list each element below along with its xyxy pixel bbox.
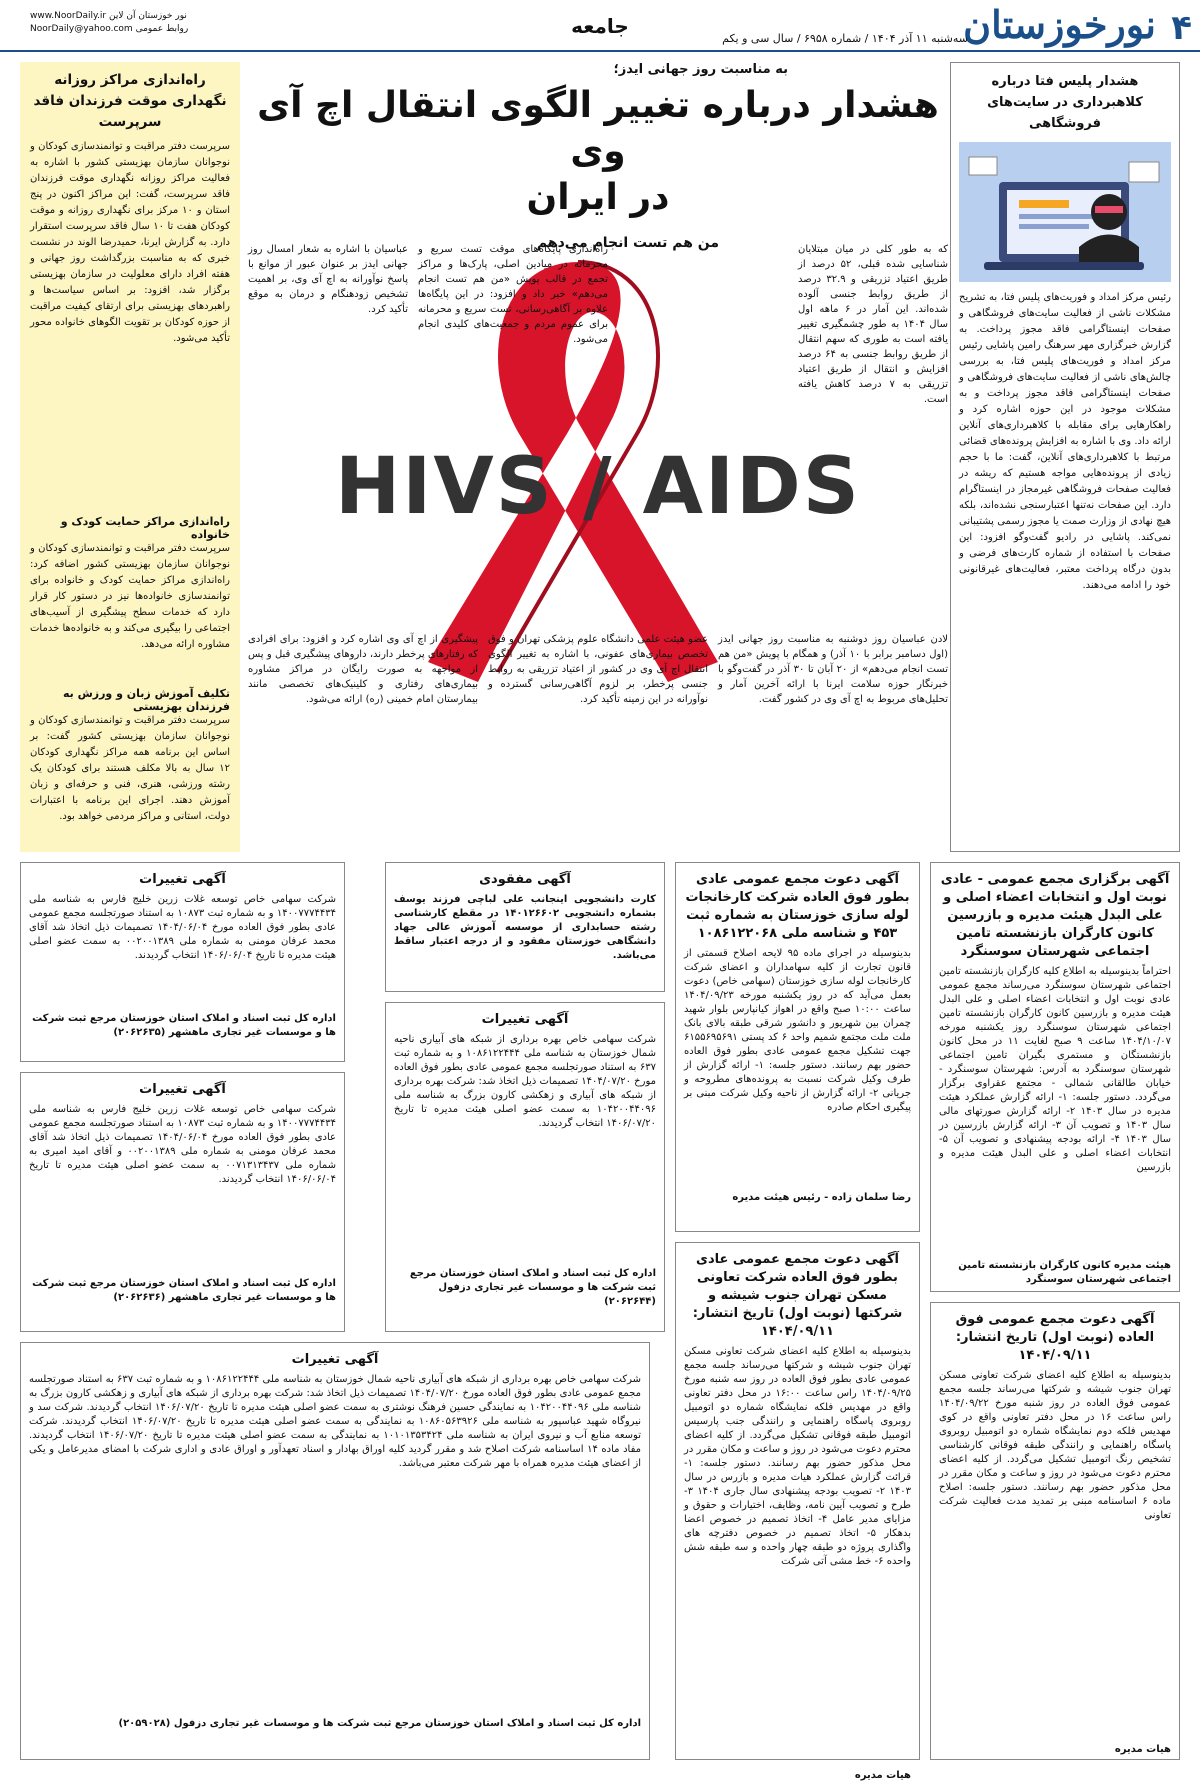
ad-box xyxy=(20,862,345,1062)
image-caption-text: HIVS / AIDS xyxy=(335,442,861,532)
ad-box xyxy=(20,1342,650,1760)
ad-signature: هیئت مدیره کانون کارگران بازنشسته تامین اجتماعی شهرستان سوسنگرد xyxy=(958,1260,1171,1285)
main-article xyxy=(248,62,948,852)
web-url[interactable]: www.NoorDaily.ir xyxy=(30,11,107,21)
ad-body: شرکت سهامی خاص توسعه غلات زرین خلیج فارس به شناسه ملی ۱۴۰۰۷۷۷۴۴۳۴ و به شماره ثبت ۱۰۸۷۳ به استناد صورتجلسه مجمع عمومی عادی بطور فوق العاده مورخ ۱۴۰۴/۰۶/۰۴ تصمیمات ذیل اتخاذ شد آقای محمد عرفان مومنی به شماره ملی ۰۰۲۰۰۱۳۸۹ و آقای امید امیری به شماره ملی ۰۰۷۱۳۱۳۴۳۷ به سمت عضو اصلی هیئت مدیره تا تاریخ ۱۴۰۶/۰۶/۰۴ انتخاب گردیدند. xyxy=(29,1104,337,1185)
ad-body: بدینوسیله در اجرای ماده ۹۵ لایحه اصلاح قسمتی از قانون تجارت از کلیه سهامداران و اعضای شرکت کارخانجات لوله سازی خوزستان (سهامی خاص) دعوت بعمل می‌آید که در روز یکشنبه مورخه ۱۴۰۴/۰۹/۲۳ ساعت ۱۰:۰۰ صبح واقع در اهواز کیانپارس بلوار شهید چمران بین شهریور و دانشور شرقی طبقه بالای بانک ملت ملت مجتمع شمیم واحد ۶ کد پستی ۶۱۵۵۶۹۵۶۹۱ جهت تشکیل مجمع عمومی عادی بطور فوق العاده حضور بهم رسانند. دستور جلسه: ۱- ارائه گزارش از طرف وکیل شرکت نسبت به پرونده‌های مطروحه و جریانی ۲- ارائه گزارش از ناحیه وکیل شرکت مبنی بر پیگیری احکام صادره xyxy=(684,948,912,1113)
ad-box xyxy=(385,862,665,992)
ad-title: آگهی برگزاری مجمع عمومی - عادی نوبت اول و انتخابات اعضاء اصلی و علی البدل هیئت مدیره و بازرسین کانون کارگران بازنشسته تامین اجتماعی شهرستان سوسنگرد xyxy=(940,872,1170,959)
left-sidebar-body-2: سرپرست دفتر مراقبت و توانمندسازی کودکان و نوجوانان سازمان بهزیستی کشور اضافه کرد: راه‌اندازی مراکز حمایت کودک و خانواده برای توانمندسازی خانواده‌ها نیز در دستور کار قرار دارد که خدمات سطح پیشگیری از آسیب‌های اجتماعی را بیگیری می‌کند و به خانواده‌ها خدمات مشاوره ارائه می‌دهد. xyxy=(30,543,230,650)
article-subhead: من هم تست انجام می‌دهم xyxy=(536,235,720,251)
right-sidebar-body: رئیس مرکز امداد و فوریت‌های پلیس فتا، به تشریح مشکلات ناشی از فعالیت سایت‌های فروشگاهی و صفحات اینستاگرامی فاقد مجوز پرداخت. به گزارش خبرگزاری مهر سرهنگ رامین پاشایی رئیس مرکز امداد و فوریت‌های پلیس فتا، به بررسی چالش‌های ناشی از فعالیت سایت‌های فروشگاهی و صفحات اینستاگرامی فاقد مجوز پرداخت و به مشکلات موجود در این حوزه اشاره کرد و راهکارهایی برای مقابله با کلاهبرداری‌های آنلاین ارائه داد. وی با اشاره به افزایش پرونده‌های قضائی مرتبط با کلاهبرداری‌های آنلاین، گفت: ما با حجم زیادی از پرونده‌هایی مواجه هستیم که ریشه در فعالیت صفحات فروشگاهی غیرمجاز در اینستاگرام دارد. این صفحات نه‌تنها اعتبارسنجی نشده‌اند، بلکه هیچ نهادی از وزارت صمت یا مجوز رسمی پشتیبانی نمی‌کند. پاشایی در رادیو گفت‌وگو افزود: این صفحات با استفاده از شماره کارت‌های فرضی و بدون درگاه پرداخت معتبر، فعالیت‌های غیرقانونی خود را ادامه می‌دهند. xyxy=(959,292,1171,591)
ad-signature: اداره کل ثبت اسناد و املاک استان خوزستان مرجع ثبت شرکت ها و موسسات غیر تجاری دزفول (۲۰۶۲۶۴۴) xyxy=(409,1268,656,1307)
ad-body: بدینوسیله به اطلاع کلیه اعضای شرکت تعاونی مسکن تهران جنوب شیشه و شرکتها می‌رساند جلسه مجمع عمومی فوق العاده در روز شنبه مورخ ۱۴۰۴/۰۹/۲۲ راس ساعت ۱۶ در محل دفتر تعاونی واقع در کوی مهدیس فلکه دوم نمایشگاه شماره دو اتومبیل روبروی پاسگاه راهنمایی و رانندگی طبقه فوقانی کارشناسی تشخیص رنگ اتومبیل تشکیل می‌گردد. از کلیه اعضای محترم دعوت می‌شود در روز و ساعت و مکان مقرر در محل مذکور حضور بهم رسانند. دستور جلسه: اصلاح ماده ۶ اساسنامه مبنی بر تمدید مدت فعالیت شرکت تعاونی xyxy=(939,1370,1171,1521)
left-sidebar-body-1: سرپرست دفتر مراقبت و توانمندسازی کودکان و نوجوانان سازمان بهزیستی کشور با اشاره به فعالیت مراکز روزانه نگهداری موقت فرزندان فاقد سرپرست، گفت: این مراکز اکنون در پنج استان و ۱۰ مرکز برای نگهداری روزانه و موقت کودکان هفت تا ۱۰ سال فاقد سرپرست استقرار دارد. به گزارش ایرنا، حمیدرضا الوند در نشست خبری که به مناسبت بزرگداشت روز جهانی و هفته افراد دارای معلولیت در سازمان بهزیستی برگزار شد، افزود: بر اساس سیاست‌ها و راهبردهای بهزیستی برای ارتقای کیفیت مراقبت از حوزه کودکان بر تقویت الگوهای خانواده محور تأکید می‌شود. xyxy=(30,141,230,344)
article-headline-2: در ایران xyxy=(526,177,670,218)
article-col-mid: راه‌اندازی پایگاه‌های موقت تست سریع و محرمانه در میادین اصلی، پارک‌ها و مراکز تجمع در قالب پویش «من هم تست انجام می‌دهم» خبر داد و افزود: در این پایگاه‌ها علاوه بر آگاهی‌رسانی، تست سریع و محرمانه برای عموم مردم و جمعیت‌های کلیدی انجام می‌شود. xyxy=(418,244,608,345)
newspaper-logo: نورخوزستان xyxy=(963,2,1156,47)
ad-title: آگهی دعوت مجمع عمومی عادی بطور فوق العاده شرکت تعاونی مسکن تهران جنوب شیشه و شرکتها (نوبت اول) تاریخ انتشار: ۱۴۰۴/۰۹/۱۱ xyxy=(692,1252,903,1339)
article-lower-col-3: لادن عباسیان روز دوشنبه به مناسبت روز جهانی ایدز (اول دسامبر برابر با ۱۰ آذر) و همگام با پویش «من هم تست انجام می‌دهم» از ۲۰ آبان تا ۳۰ آذر در گفت‌وگو با خبرنگار حوزه سلامت ایرنا با ارائه آخرین آمار و تحلیل‌های مربوط به اچ آی وی در کشور گفت. xyxy=(718,634,948,705)
left-sidebar-title: راه‌اندازی مراکز روزانه نگهداری موقت فرزندان فاقد سرپرست xyxy=(33,72,227,130)
hacker-laptop-icon xyxy=(959,142,1171,282)
ad-title: آگهی دعوت مجمع عمومی عادی بطور فوق العاده شرکت کارخانجات لوله سازی خوزستان به شماره ثبت ۴۵۳ و شناسه ملی ۱۰۸۶۱۲۲۰۶۸ xyxy=(685,872,910,941)
ad-box xyxy=(930,862,1180,1292)
article-headline-1: هشدار درباره تغییر الگوی انتقال اچ آی وی xyxy=(257,85,939,172)
email-address[interactable]: NoorDaily@yahoo.com xyxy=(30,24,133,34)
ad-signature: هیات مدیره xyxy=(1114,1744,1171,1755)
article-col-right: که به طور کلی در میان مبتلایان شناسایی شده قبلی، ۵۲ درصد از طریق اعتیاد تزریقی و ۳۲.۹ درصد از طریق روابط جنسی آلوده شده‌اند. این آمار در ۶ ماهه اول سال ۱۴۰۴ به طور چشمگیری تغییر یافته است به طوری که سهم انتقال از طریق روابط جنسی به ۶۴ درصد افزایش و انتقال از طریق اعتیاد تزریقی به ۷ درصد کاهش یافته است. xyxy=(798,244,949,405)
ad-body: شرکت سهامی خاص توسعه غلات زرین خلیج فارس به شناسه ملی ۱۴۰۰۷۷۷۴۴۳۴ و به شماره ثبت ۱۰۸۷۳ به استناد صورتجلسه مجمع عمومی عادی بطور فوق العاده مورخ ۱۴۰۴/۰۶/۰۴ تصمیمات ذیل اتخاذ شد آقای محمد عرفان مومنی به شماره ملی ۰۰۲۰۰۱۳۸۹ به سمت عضو اصلی هیئت مدیره تا تاریخ ۱۴۰۶/۰۶/۰۴ انتخاب گردیدند. xyxy=(29,894,336,961)
ad-title: آگهی مفقودی xyxy=(479,872,571,887)
article-lower-col-2: عضو هیئت علمی دانشگاه علوم پزشکی تهران و فوق تخصص بیماری‌های عفونی، با اشاره به تغییر الگوی انتقال اچ آی وی در کشور از اعتیاد تزریقی به روابط جنسی پرخطر، بر لزوم آگاهی‌رسانی گسترده و نوآورانه در این زمینه تأکید کرد. xyxy=(488,634,708,705)
left-sidebar-subhead-2: تکلیف آموزش زبان و ورزش به فرزندان بهزیستی xyxy=(62,687,230,713)
left-sidebar-article xyxy=(20,62,240,852)
ad-signature: اداره کل ثبت اسناد و املاک استان خوزستان مرجع ثبت شرکت ها و موسسات غیر تجاری ماهشهر (۲۰۶۲۶۳۵) xyxy=(32,1013,336,1038)
ad-box xyxy=(675,862,920,1232)
right-sidebar-title: هشدار پلیس فتا درباره کلاهبرداری در سایت‌های فروشگاهی xyxy=(987,74,1143,131)
ad-box xyxy=(930,1302,1180,1760)
ad-signature: اداره کل ثبت اسناد و املاک استان خوزستان مرجع ثبت شرکت ها و موسسات غیر تجاری ماهشهر (۲۰۶۲۶۳۶) xyxy=(32,1278,336,1303)
right-sidebar-article xyxy=(950,62,1180,852)
web-info xyxy=(30,10,230,36)
article-col-left: عباسیان با اشاره به شعار امسال روز جهانی ایدز بر عنوان عبور از موانع با پاسخ نوآورانه به اچ آی وی، بر اهمیت تشخیص زودهنگام و درمان به موقع تأکید کرد. xyxy=(248,244,408,315)
ad-box xyxy=(675,1242,920,1781)
ad-body: بدینوسیله به اطلاع کلیه اعضای شرکت تعاونی مسکن تهران جنوب شیشه و شرکتها می‌رساند جلسه مجمع عمومی عادی بطور فوق العاده در روز سه شنبه مورخ ۱۴۰۴/۰۹/۲۵ راس ساعت ۱۶:۰۰ در محل دفتر تعاونی واقع در مهدیس فلکه نمایشگاه شماره دو اتومبیل روبروی پاسگاه راهنمایی و رانندگی جنب پارسیس اتومبیل طبقه فوقانی تشکیل می‌گردد. از کلیه اعضای محترم دعوت می‌شود در روز و ساعت و مکان مقرر در محل مذکور حضور بهم رسانند. دستور جلسه: ۱- قرائت گزارش عملکرد هیات مدیره و بازرس در سال ۱۴۰۳ ۲- تصویب بودجه پیشنهادی سال جاری ۱۴۰۴ ۳- طرح و تصویب آیین نامه، وظایف، اختیارات و حقوق و مزایای مدیر عامل ۴- اتخاذ تصمیم در خصوص اعضا بدهکار ۵- اتخاذ تصمیم در خصوص دفترچه های واگذاری پروژه دو طبقه چهار واحده و سه طبقه شش واحده ۶- خط مشی آتی شرکت xyxy=(684,1346,911,1567)
phishing-illustration xyxy=(959,142,1171,282)
ad-title: آگهی دعوت مجمع عمومی فوق العاده (نوبت اول) تاریخ انتشار: ۱۴۰۴/۰۹/۱۱ xyxy=(955,1312,1155,1363)
section-title: جامعه xyxy=(571,14,629,38)
ad-box xyxy=(385,1002,665,1332)
ad-body: کارت دانشجویی اینجانب علی لباچی فرزند یوسف بشماره دانشجویی ۱۴۰۱۲۶۶۰۲ در مقطع کارشناسی رشته حسابداری از موسسه آموزش عالی جهاد دانشگاهی خوزستان مفقود و از درجه اعتبار ساقط می‌باشد. xyxy=(394,894,656,961)
page-number: ۴ xyxy=(1171,8,1192,48)
ad-signature: رضا سلمان زاده - رئیس هیئت مدیره xyxy=(732,1192,911,1203)
ad-body: شرکت سهامی خاص بهره برداری از شبکه های آبیاری ناحیه شمال خوزستان به شناسه ملی ۱۰۸۶۱۲۲۴۴۴ و به شماره ثبت ۶۳۷ به استناد صورتجلسه مجمع عمومی عادی بطور فوق العاده مورخ ۱۴۰۴/۰۷/۲۰ تصمیمات ذیل اتخاذ شد: شرکت بهره برداری از شبکه های آبیاری و زهکشی کارون بزرگ به شناسه ملی ۱۰۴۲۰۰۴۴۰۹۶ به نمایندگی حسین فرهنگ نوشتری به سمت عضو اصلی هیئت مدیره تا تاریخ ۱۴۰۶/۰۷/۲۰ انتخاب گردیدند. شرکت سد و نیروگاه شهید عباسپور به شناسه ملی ۱۰۸۶۰۵۶۳۹۲۶ به نمایندگی به سمت عضو اصلی هیئت مدیره تا تاریخ ۱۴۰۶/۰۷/۲۰ انتخاب گردیدند. شرکت توسعه منابع آب و نیروی ایران به شناسه ملی ۱۰۱۰۱۳۵۳۴۲۴ به نمایندگی به سمت عضو اصلی هیئت مدیره تا تاریخ ۱۴۰۶/۰۷/۲۰ انتخاب گردیدند. مفاد ماده ۱۴ اساسنامه شرکت اصلاح شد و مقرر گردید کلیه اوراق بهادار و اسناد تعهدآور و اوراق عادی و اداری شرکت با امضای مدیرعامل و یکی از اعضای هیئت مدیره همراه با مهر شرکت معتبر می‌باشد. xyxy=(29,1374,642,1469)
left-sidebar-subhead-1: راه‌اندازی مراکز حمایت کودک و خانواده xyxy=(60,515,230,541)
ad-title: آگهی تغییرات xyxy=(139,1082,226,1097)
ad-body: شرکت سهامی خاص بهره برداری از شبکه های آبیاری ناحیه شمال خوزستان به شناسه ملی ۱۰۸۶۱۲۲۴۴۴ و به شماره ثبت ۶۳۷ به استناد صورتجلسه مجمع عمومی عادی بطور فوق العاده مورخ ۱۴۰۴/۰۷/۲۰ تصمیمات ذیل اتخاذ شد: شرکت بهره برداری از شبکه های آبیاری و زهکشی کارون بزرگ به شناسه ملی ۱۰۴۲۰۰۴۴۰۹۶ به سمت عضو اصلی هیئت مدیره تا تاریخ ۱۴۰۶/۰۷/۲۰ انتخاب گردیدند. xyxy=(394,1034,656,1129)
article-kicker: به مناسبت روز جهانی ایدز؛ xyxy=(613,62,788,77)
ad-title: آگهی تغییرات xyxy=(481,1012,569,1027)
left-sidebar-body-3: سرپرست دفتر مراقبت و توانمندسازی کودکان و نوجوانان سازمان بهزیستی کشور گفت: بر اساس این برنامه همه مراکز نگهداری کودکان ۱۲ سال به بالا مکلف هستند برای کودکان یک رشته ورزشی، هنری، فنی و حرفه‌ای و زبان آموزش دهند. اجرای این برنامه با اعتبارات دولت، استانی و مراکز مردمی خواهد بود. xyxy=(30,715,230,822)
article-lower-col-1: پیشگیری از اچ آی وی اشاره کرد و افزود: برای افرادی که رفتارهای پرخطر دارند، داروهای پیشگیری قبل و پس از مواجهه به صورت رایگان در مراکز مشاوره بیماری‌های رفتاری و کلینیک‌های تخصصی مانند بیمارستان امام خمینی (ره) ارائه می‌شود. xyxy=(248,634,478,705)
dateline: سه‌شنبه ۱۱ آذر ۱۴۰۴ / شماره ۶۹۵۸ / سال سی و یکم xyxy=(722,32,968,45)
ad-signature: اداره کل ثبت اسناد و املاک استان خوزستان مرجع ثبت شرکت ها و موسسات غیر تجاری دزفول (۲۰۵۹۰۲۸) xyxy=(118,1718,641,1729)
ad-title: آگهی تغییرات xyxy=(291,1352,379,1367)
page-header xyxy=(0,0,1200,52)
ad-title: آگهی تغییرات xyxy=(139,872,226,887)
ad-box xyxy=(20,1072,345,1332)
email-label: روابط عمومی xyxy=(135,24,189,34)
web-url-label: نور خوزستان آن لاین xyxy=(109,11,187,21)
ad-body: احتراماً بدینوسیله به اطلاع کلیه کارگران بازنشسته تامین اجتماعی شهرستان سوسنگرد می‌رساند مجمع عمومی عادی نوبت اول و انتخابات اعضاء اصلی و علی البدل هیئت مدیره و بازرسین کانون کارگران بازنشسته تامین اجتماعی شهرستان سوسنگرد روز یکشنبه مورخه ۱۴۰۴/۱۰/۰۷ ساعت ۹ صبح لغایت ۱۱ در محل کانون بازنشستگان و مستمری بگیران تامین اجتماعی شهرستان سوسنگرد به آدرس: شهرستان سوسنگرد - خیابان طالقانی شمالی - مجتمع عقراوی برگزار می‌گردد. دستور جلسه: ۱- ارائه گزارش عملکرد هیئت مدیره در سال ۱۴۰۳ ۲- ارائه گزارش صورتهای مالی سال ۱۴۰۳ و تصویب آن ۳- ارائه گزارش بازرسین در سال ۱۴۰۳ ۴- ارائه بودجه پیشنهادی و تصویب آن ۵- انتخابات اعضاء اصلی و علی البدل هیئت مدیره و بازرسین xyxy=(939,966,1172,1173)
ad-signature: هیات مدیره xyxy=(854,1770,911,1781)
